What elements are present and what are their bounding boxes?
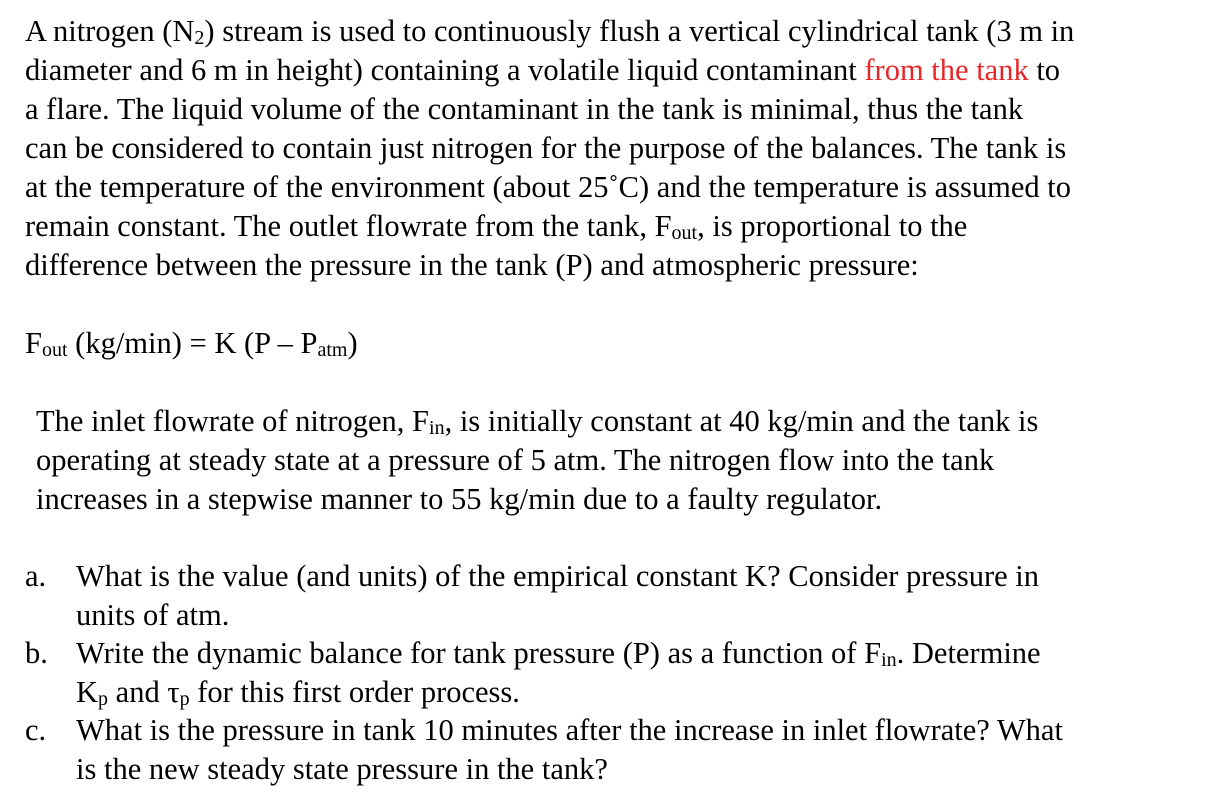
problem-conditions-paragraph <box>36 402 1038 519</box>
text-run: K <box>76 674 99 709</box>
text-line <box>36 402 1038 441</box>
question-text-line: units of atm. <box>76 597 230 632</box>
subscript: atm <box>317 339 348 361</box>
text-run: for this first order process. <box>189 674 520 709</box>
text-run: A nitrogen (N <box>25 14 195 48</box>
text-line: a flare. The liquid volume of the contaminant in the tank is minimal, thus the tank <box>25 92 1024 126</box>
subscript: p <box>98 687 109 710</box>
question-marker: a. <box>25 559 47 593</box>
text-run: . Determine <box>896 636 1041 670</box>
text-run: (kg/min) = K (P – P <box>67 326 318 360</box>
question-c <box>25 711 1063 788</box>
text-run: , is proportional to the <box>697 209 968 243</box>
problem-intro-paragraph <box>25 12 1074 285</box>
subscript: in <box>881 649 897 671</box>
text-run: to <box>1028 53 1061 87</box>
question-text-line: is the new steady state pressure in the tank? <box>76 751 608 786</box>
subscript: in <box>429 417 445 439</box>
text-line <box>25 51 1074 90</box>
question-marker: b. <box>25 636 48 670</box>
question-text-line: What is the pressure in tank 10 minutes after the increase in inlet flowrate? What <box>76 713 1063 747</box>
text-run: diameter and 6 m in height) containing a volatile liquid contaminant <box>25 53 865 87</box>
outlet-flow-equation <box>25 324 358 370</box>
text-line: increases in a stepwise manner to 55 kg/min due to a faulty regulator. <box>36 482 883 516</box>
highlighted-text: from the tank <box>864 53 1029 87</box>
subscript: p <box>179 687 190 710</box>
question-a <box>25 557 1063 634</box>
subscript: 2 <box>194 27 205 49</box>
text-run: remain constant. The outlet flowrate from the tank, F <box>25 209 672 243</box>
text-run: ) stream is used to continuously flush a vertical cylindrical tank (3 m in <box>204 14 1075 48</box>
text-run: Write the dynamic balance for tank pressure (P) as a function of F <box>76 636 882 670</box>
text-line <box>25 12 1074 51</box>
text-run: ) <box>347 326 358 360</box>
text-line <box>25 207 1074 246</box>
question-b <box>25 634 1063 711</box>
text-run: and τ <box>108 674 180 709</box>
subscript: out <box>671 222 698 244</box>
text-line: can be considered to contain just nitrogen for the purpose of the balances. The tank is <box>25 131 1067 165</box>
text-run: , is initially constant at 40 kg/min and the tank is <box>444 404 1039 438</box>
text-line: operating at steady state at a pressure of 5 atm. The nitrogen flow into the tank <box>36 443 995 477</box>
question-text-line: What is the value (and units) of the empirical constant K? Consider pressure in <box>76 559 1040 593</box>
text-line: at the temperature of the environment (about 25˚C) and the temperature is assumed to <box>25 170 1071 204</box>
text-run: F <box>25 326 42 360</box>
text-line: difference between the pressure in the tank (P) and atmospheric pressure: <box>25 248 919 282</box>
question-list <box>25 557 1063 788</box>
question-text-line <box>76 634 1063 673</box>
question-marker: c. <box>25 713 47 747</box>
subscript: out <box>41 339 68 361</box>
question-text-line <box>76 673 1063 712</box>
text-run: The inlet flowrate of nitrogen, F <box>36 404 430 438</box>
